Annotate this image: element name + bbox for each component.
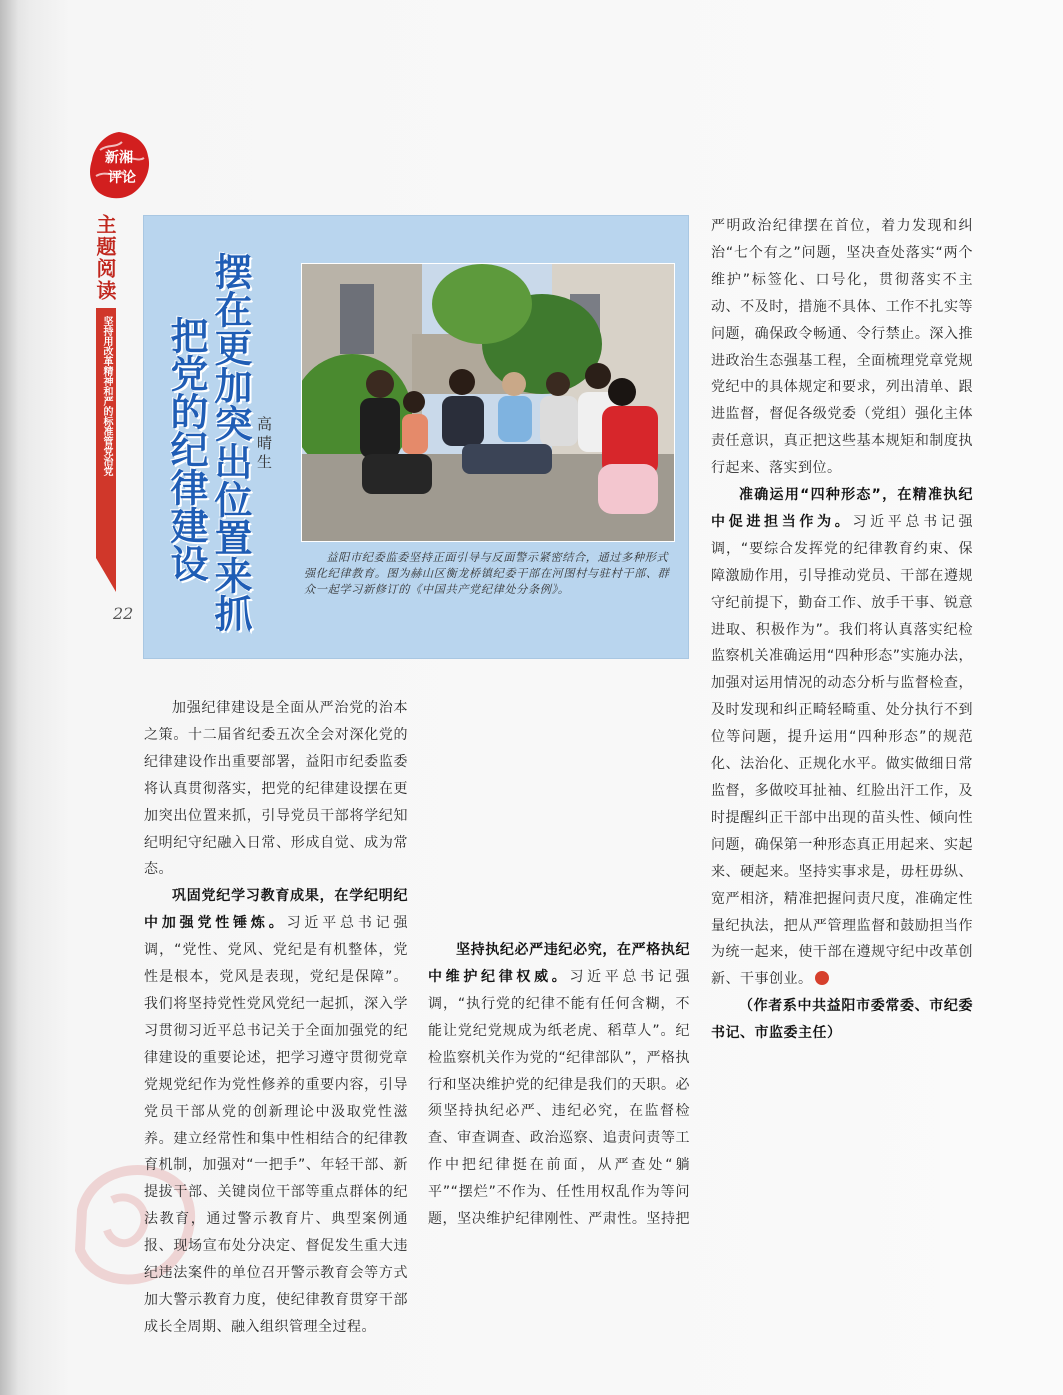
page-fold-shadow: [0, 0, 18, 1395]
article-column-2-section-2: [428, 937, 690, 1230]
section-subtitle: 坚持用改革精神和严的标准管党治党: [101, 316, 112, 476]
photo-caption: 益阳市纪委监委坚持正面引导与反面警示紧密结合，通过多种形式强化纪律教育。图为赫山区衡龙桥镇纪委干部在河图村与驻村干部、群众一起学习新修订的《中国共产党纪律处分条例》。: [304, 551, 670, 596]
magazine-logo: [86, 130, 152, 202]
page-number: 22: [113, 604, 134, 623]
section-3-lead: 准确运用“四种形态”，在精准执纪中促进担当作为。: [711, 487, 973, 530]
section-2-lead: 坚持执纪必严违纪必究，在严格执纪中维护纪律权威。: [428, 942, 690, 985]
article-title-line-1: 摆在更加突出位置来抓: [208, 252, 252, 632]
author-note: （作者系中共益阳市委常委、市纪委书记、市监委主任）: [711, 998, 973, 1042]
section-1-body: 习近平总书记强调，“党性、党风、党纪是有机整体，党性是根本，党风是表现，党纪是保障”。我们将坚持党性党风党纪一起抓，深入学习贯彻习近平总书记关于全面加强党的纪律建设的重要论述，把学习遵守贯彻党章党规党纪作为党性修养的重要内容，引导党员干部从党的创新理论中汲取党性滋养。建立经常性和集中性相结合的纪律教育机制，加强对“一把手”、年轻干部、新提拔干部、关键岗位干部等重点群体的纪法教育，通过警示教育片、典型案例通报、现场宣布处分决定、督促发生重大违纪违法案件的单位召开警示教育会等方式加大警示教育力度，使纪律教育贯穿干部成长全周期、融入组织管理全过程。: [144, 915, 409, 1335]
paragraph-intro: 加强纪律建设是全面从严治党的治本之策。十二届省纪委五次全会对深化党的纪律建设作出重要部署，益阳市纪委监委将认真贯彻落实，把党的纪律建设摆在更加突出位置来抓，引导党员干部将学纪知纪明纪守纪融入日常、形成自觉、成为常态。: [144, 700, 408, 878]
article-column-1: [144, 695, 408, 1341]
article-title-line-2: 把党的纪律建设: [164, 316, 208, 582]
section-1-lead: 巩固党纪学习教育成果，在学纪明纪中加强党性锤炼。: [144, 888, 408, 932]
article-column-3: [711, 210, 973, 1047]
logo-text-bottom: 评论: [108, 170, 136, 186]
paragraph-section-2: [428, 937, 690, 1230]
section-title: 主题阅读: [93, 214, 117, 302]
paragraph-section-2-continued: 严明政治纪律摆在首位，着力发现和纠治“七个有之”问题，坚决查处落实“两个维护”标签化、口号化，贯彻落实不主动、不及时，措施不具体、工作不扎实等问题，确保政令畅通、令行禁止。深入推进政治生态强基工程，全面梳理党章党规党纪中的具体规定和要求，列出清单、跟进监督，督促各级党委（党组）强化主体责任意识，真正把这些基本规矩和制度执行起来、落实到位。: [711, 217, 973, 477]
section-2-body: 习近平总书记强调，“执行党的纪律不能有任何含糊，不能让党纪党规成为纸老虎、稻草人”。纪检监察机关作为党的“纪律部队”，严格执行和坚决维护党的纪律是我们的天职。必须坚持执纪必严、违纪必究，在监督检查、审查调查、政治巡察、追责问责等工作中把纪律挺在前面，从严查处“躺平”“摆烂”不作为、任性用权乱作为等问题，坚决维护纪律刚性、严肃性。坚持把: [428, 968, 690, 1228]
section-3-body: 习近平总书记强调，“要综合发挥党的纪律教育约束、保障激励作用，引导推动党员、干部在遵规守纪前提下，勤奋工作、放手干事、锐意进取、积极作为”。我们将认真落实纪检监察机关准确运用“四种形态”实施办法，加强对运用情况的动态分析与监督检查，及时发现和纠正畸轻畸重、处分执行不到位等问题，提升运用“四种形态”的规范化、法治化、正规化水平。做实做细日常监督，多做咬耳扯袖、红脸出汗工作，及时提醒纠正干部中出现的苗头性、倾向性问题，确保第一种形态真正用起来、实起来、硬起来。坚持实事求是，毋枉毋纵、宽严相济，精准把握问责尺度，准确定性量纪执法，把从严管理监督和鼓励担当作为统一起来，使干部在遵规守纪中改革创新、干事创业。: [711, 513, 974, 988]
logo-text-top: 新湘: [105, 150, 133, 166]
paragraph-section-1: [144, 883, 408, 1340]
paragraph-section-3: [711, 482, 973, 993]
end-mark-icon: [815, 971, 829, 985]
article-author: 高晴生: [255, 416, 273, 473]
article-photo: [301, 263, 675, 542]
article-header-panel: [143, 215, 689, 659]
